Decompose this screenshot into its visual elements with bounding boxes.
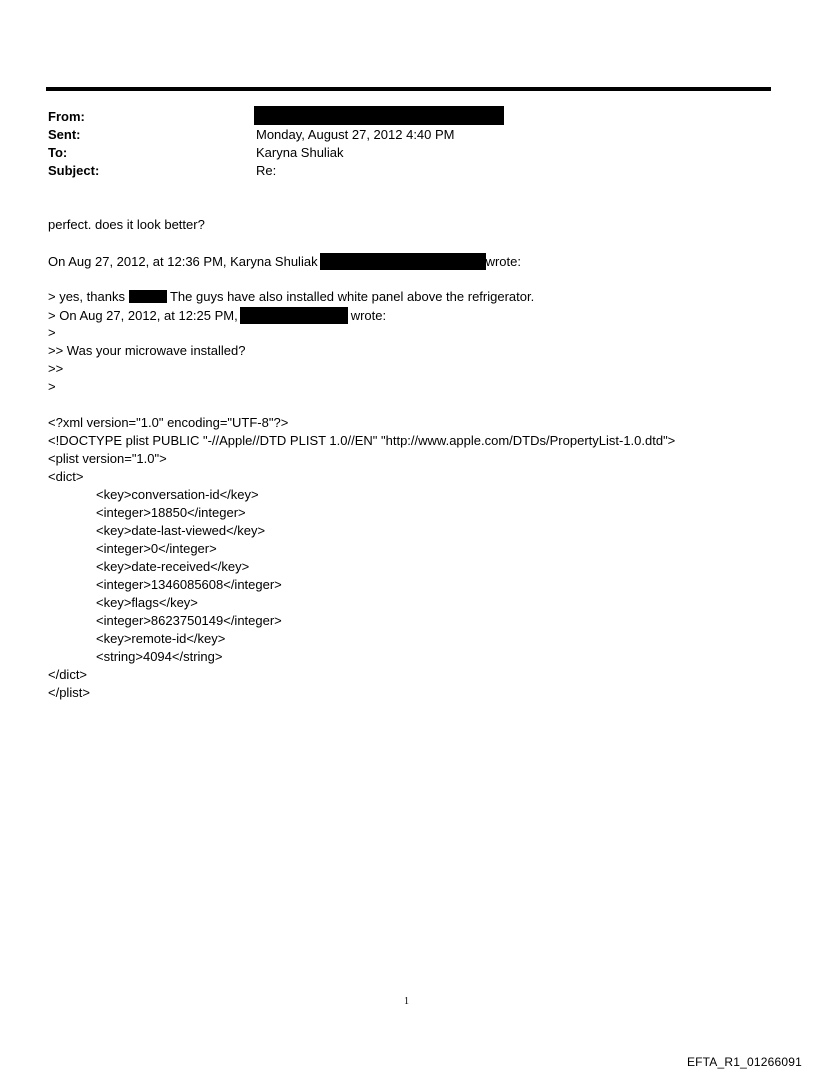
plist-value: <integer>1346085608</integer> [96, 577, 282, 592]
quote-2-end: wrote: [350, 308, 387, 323]
redaction-from [254, 106, 504, 125]
header-rule [46, 87, 771, 91]
quote-1-start: > yes, thanks [48, 289, 125, 304]
plist-key: <key>conversation-id</key> [96, 487, 259, 502]
quote-line-6: > [48, 379, 56, 394]
plist-key: <key>date-last-viewed</key> [96, 523, 266, 538]
redaction-name-1 [129, 290, 167, 303]
to-value: Karyna Shuliak [256, 145, 344, 160]
quote-1-end: The guys have also installed white panel above the refrigerator. [169, 289, 535, 304]
plist-value: <integer>0</integer> [96, 541, 217, 556]
redaction-email-1 [320, 253, 486, 270]
page-number: 1 [404, 996, 409, 1007]
plist-key: <key>date-received</key> [96, 559, 250, 574]
subject-label: Subject: [48, 163, 100, 178]
document-id: EFTA_R1_01266091 [686, 1055, 802, 1069]
body-line-attribution [48, 253, 521, 270]
attribution-text: On Aug 27, 2012, at 12:36 PM, Karyna Shuliak [48, 254, 318, 269]
plist-dict-open: <dict> [48, 469, 84, 484]
plist-open: <plist version="1.0"> [48, 451, 167, 466]
quote-2-start: > On Aug 27, 2012, at 12:25 PM, [48, 308, 238, 323]
plist-dict-close: </dict> [48, 667, 88, 682]
plist-xml-decl: <?xml version="1.0" encoding="UTF-8"?> [48, 415, 289, 430]
quote-line-1 [48, 289, 534, 305]
plist-doctype: <!DOCTYPE plist PUBLIC "-//Apple//DTD PLIST 1.0//EN" "http://www.apple.com/DTDs/PropertyList-1.0.dtd"> [48, 433, 676, 448]
quote-line-3: > [48, 325, 56, 340]
plist-value: <integer>8623750149</integer> [96, 613, 282, 628]
plist-key: <key>remote-id</key> [96, 631, 226, 646]
to-label: To: [48, 145, 68, 160]
plist-value: <string>4094</string> [96, 649, 223, 664]
plist-key: <key>flags</key> [96, 595, 198, 610]
plist-close: </plist> [48, 685, 90, 700]
quote-line-2 [48, 307, 386, 324]
attribution-wrote: wrote: [485, 254, 521, 269]
body-line-reply: perfect. does it look better? [48, 217, 205, 232]
from-label: From: [48, 109, 85, 124]
quote-line-5: >> [48, 361, 64, 376]
subject-value: Re: [256, 163, 277, 178]
quote-line-4: >> Was your microwave installed? [48, 343, 246, 358]
plist-value: <integer>18850</integer> [96, 505, 246, 520]
redaction-email-2 [240, 307, 348, 324]
sent-label: Sent: [48, 127, 81, 142]
sent-value: Monday, August 27, 2012 4:40 PM [256, 127, 455, 142]
